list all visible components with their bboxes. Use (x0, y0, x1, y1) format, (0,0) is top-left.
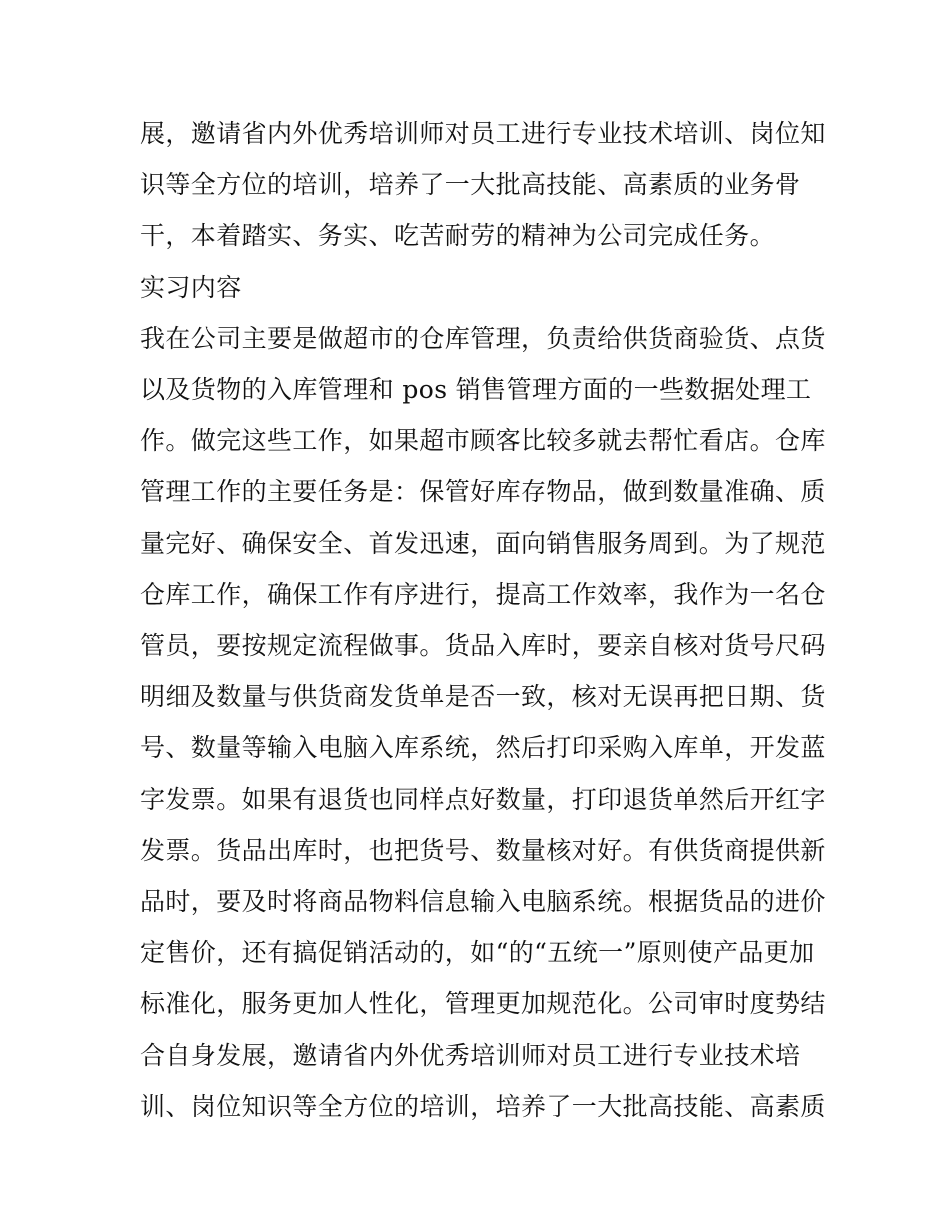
text-line: 管员，要按规定流程做事。货品入库时，要亲自核对货号尺码 (140, 631, 826, 661)
text-line: 展，邀请省内外优秀培训师对员工进行专业技术培训、岗位知 (140, 119, 826, 148)
text-line: 号、数量等输入电脑入库系统，然后打印采购入库单，开发蓝 (140, 733, 826, 763)
text-line: 字发票。如果有退货也同样点好数量，打印退货单然后开红字 (140, 784, 826, 814)
text-line: 训、岗位知识等全方位的培训，培养了一大批高技能、高素质 (140, 1091, 826, 1121)
text-line: 标准化，服务更加人性化，管理更加规范化。公司审时度势结 (140, 989, 826, 1019)
paragraph-intro (140, 108, 826, 262)
text-line: 以及货物的入库管理和 pos 销售管理方面的一些数据处理工 (140, 375, 812, 405)
text-line: 量完好、确保安全、首发迅速，面向销售服务周到。为了规范 (140, 528, 826, 558)
text-line: 明细及数量与供货商发货单是否一致，核对无误再把日期、货 (140, 682, 826, 712)
text-line: 我在公司主要是做超市的仓库管理，负责给供货商验货、点货 (140, 323, 826, 353)
text-line: 干，本着踏实、务实、吃苦耐劳的精神为公司完成任务。 (140, 221, 776, 251)
text-line: 定售价，还有搞促销活动的，如“的“五统一”原则使产品更加 (140, 938, 815, 968)
text-line: 仓库工作，确保工作有序进行，提高工作效率，我作为一名仓 (140, 579, 826, 609)
section-heading: 实习内容 (140, 272, 242, 302)
text-line: 品时，要及时将商品物料信息输入电脑系统。根据货品的进价 (140, 887, 826, 917)
text-line: 作。做完这些工作，如果超市顾客比较多就去帮忙看店。仓库 (140, 426, 826, 456)
text-line: 识等全方位的培训，培养了一大批高技能、高素质的业务骨 (140, 170, 801, 200)
text-line: 管理工作的主要任务是：保管好库存物品，做到数量准确、质 (140, 477, 826, 507)
document-body (140, 108, 826, 1132)
text-line: 合自身发展，邀请省内外优秀培训师对员工进行专业技术培 (140, 1040, 801, 1070)
paragraph-internship-content (140, 313, 826, 1132)
text-line: 发票。货品出库时，也把货号、数量核对好。有供货商提供新 (140, 835, 826, 865)
